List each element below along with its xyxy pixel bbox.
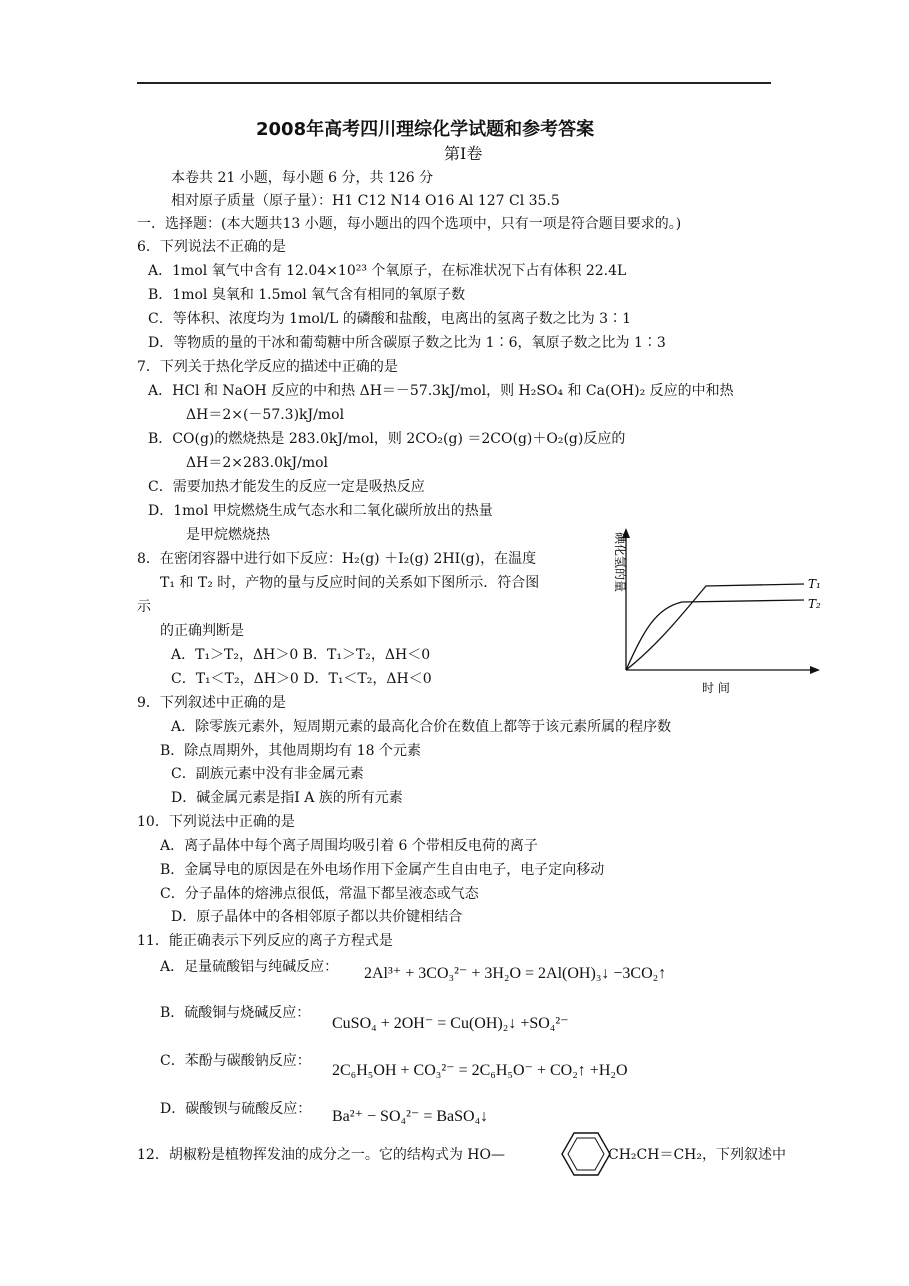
q6-stem: 6．下列说法不正确的是 (137, 239, 286, 255)
intro-line-1: 本卷共 21 小题，每小题 6 分，共 126 分 (171, 170, 434, 186)
graph-x-arrow (810, 666, 820, 674)
q11-option-d: D．碳酸钡与硫酸反应： (160, 1101, 312, 1117)
q11-equation-d: Ba²⁺ − SO₄²⁻ = BaSO₄↓ (332, 1108, 489, 1125)
q9-stem: 9．下列叙述中正确的是 (137, 695, 286, 711)
volume-label: 第Ⅰ卷 (444, 144, 483, 163)
q8-stem-2: T₁ 和 T₂ 时，产物的量与反应时间的关系如下图所示．符合图 (160, 575, 540, 591)
q7-option-d-cont: 是甲烷燃烧热 (186, 527, 270, 543)
graph-xlabel: 时 间 (702, 681, 730, 695)
q9-option-d: D．碱金属元素是指Ⅰ A 族的所有元素 (171, 790, 403, 806)
q11-option-b: B．硫酸铜与烧碱反应： (160, 1005, 311, 1021)
q11-stem: 11．能正确表示下列反应的离子方程式是 (137, 933, 393, 949)
q10-stem: 10．下列说法中正确的是 (137, 814, 295, 830)
curve-t2 (626, 600, 804, 670)
q7-option-b-cont: ΔH＝2×283.0kJ/mol (186, 455, 329, 471)
graph-t2-label: T₂ (808, 597, 821, 611)
q7-option-a: A．HCl 和 NaOH 反应的中和热 ΔH＝－57.3kJ/mol，则 H₂SO₄ 和 Ca(OH)₂ 反应的中和热 (148, 383, 734, 399)
q11-equation-a: 2Al³⁺ + 3CO₃²⁻ + 3H₂O = 2Al(OH)₃↓ −3CO₂↑ (364, 965, 667, 982)
q8-graph (604, 522, 834, 700)
q9-option-b: B．除点周期外，其他周期均有 18 个元素 (160, 743, 422, 759)
q8-options-cd: C．T₁＜T₂，ΔH＞0 D．T₁＜T₂，ΔH＜0 (171, 671, 432, 687)
q6-option-b: B．1mol 臭氧和 1.5mol 氧气含有相同的氧原子数 (148, 287, 466, 303)
q7-stem: 7．下列关于热化学反应的描述中正确的是 (137, 359, 398, 375)
q11-option-a: A．足量硫酸铝与纯碱反应： (160, 959, 339, 975)
q8-options-ab: A．T₁＞T₂，ΔH＞0 B．T₁＞T₂，ΔH＜0 (171, 647, 431, 663)
q7-option-d: D．1mol 甲烷燃烧生成气态水和二氧化碳所放出的热量 (148, 503, 493, 519)
page-title: 2008年高考四川理综化学试题和参考答案 (256, 119, 595, 140)
q12-stem-end: CH₂CH＝CH₂，下列叙述中 (608, 1147, 786, 1163)
q10-option-d: D．原子晶体中的各相邻原子都以共价键相结合 (171, 909, 463, 925)
q11-option-c: C．苯酚与碳酸钠反应： (160, 1053, 311, 1069)
q10-option-b: B．金属导电的原因是在外电场作用下金属产生自由电子，电子定向移动 (160, 862, 605, 878)
graph-ylabel: 碘化氢的量 (613, 532, 627, 593)
curve-t1 (626, 584, 804, 670)
q8-stem: 8．在密闭容器中进行如下反应：H₂(g) ＋I₂(g) 2HI(g)，在温度 (137, 551, 537, 567)
q9-option-a: A．除零族元素外，短周期元素的最高化合价在数值上都等于该元素所属的程序数 (171, 719, 672, 735)
q12-stem: 12．胡椒粉是植物挥发油的成分之一。它的结构式为 HO— (137, 1147, 505, 1163)
q9-option-c: C．副族元素中没有非金属元素 (171, 766, 364, 782)
q10-option-a: A．离子晶体中每个离子周围均吸引着 6 个带相反电荷的离子 (160, 838, 538, 854)
q7-option-c: C．需要加热才能发生的反应一定是吸热反应 (148, 479, 425, 495)
q7-option-b: B．CO(g)的燃烧热是 283.0kJ/mol，则 2CO₂(g) ＝2CO(g)＋O₂(g)反应的 (148, 431, 626, 447)
top-rule (137, 82, 771, 84)
q6-option-a: A．1mol 氧气中含有 12.04×10²³ 个氧原子，在标准状况下占有体积 22.4L (148, 263, 627, 279)
section-heading: 一．选择题：(本大题共13 小题，每小题出的四个选项中，只有一项是符合题目要求的。) (137, 216, 682, 232)
q11-equation-b: CuSO₄ + 2OH⁻ = Cu(OH)₂↓ +SO₄²⁻ (332, 1015, 569, 1032)
benzene-ring-icon (560, 1130, 612, 1178)
q8-stem-3: 示 (137, 599, 151, 615)
graph-t1-label: T₁ (808, 577, 821, 591)
q6-option-d: D．等物质的量的干冰和葡萄糖中所含碳原子数之比为 1∶6，氧原子数之比为 1∶3 (148, 335, 666, 351)
q11-equation-c: 2C₆H₅OH + CO₃²⁻ = 2C₆H₅O⁻ + CO₂↑ +H₂O (332, 1062, 628, 1079)
intro-line-2: 相对原子质量（原子量）：H1 C12 N14 O16 Al 127 Cl 35.5 (171, 193, 560, 209)
q10-option-c: C．分子晶体的熔沸点很低，常温下都呈液态或气态 (160, 886, 479, 902)
q6-option-c: C．等体积、浓度均为 1mol/L 的磷酸和盐酸，电离出的氢离子数之比为 3∶1 (148, 311, 631, 327)
q7-option-a-cont: ΔH＝2×(－57.3)kJ/mol (186, 407, 345, 423)
q8-stem-4: 的正确判断是 (160, 623, 244, 639)
